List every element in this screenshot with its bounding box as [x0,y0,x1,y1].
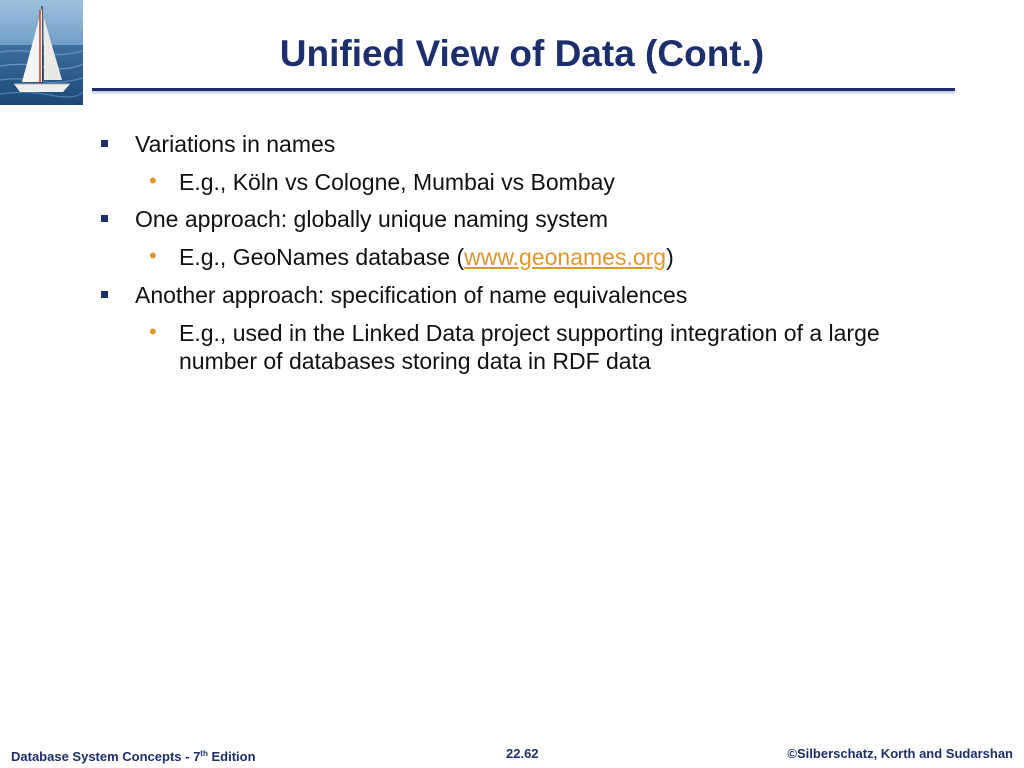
bullet-text: Variations in names [135,131,336,157]
sailboat-logo [0,0,83,105]
round-bullet-icon: • [149,243,157,268]
bullet-item-level1 [135,130,335,158]
round-bullet-icon: • [149,168,157,193]
square-bullet-icon [101,291,108,298]
geonames-link[interactable]: www.geonames.org [464,244,667,270]
bullet-text-prefix: E.g., GeoNames database ( [179,244,465,270]
title-divider [92,88,955,91]
bullet-text: E.g., Köln vs Cologne, Mumbai vs Bombay [179,169,615,195]
bullet-item-level1 [135,281,687,309]
bullet-item-level2 [149,319,880,375]
square-bullet-icon [101,215,108,222]
bullet-text-line2: number of databases storing data in RDF data [179,348,651,374]
round-bullet-icon: • [149,319,157,344]
footer-book-title-tail: Edition [207,749,256,764]
bullet-text: One approach: globally unique naming system [135,206,609,232]
slide-title: Unified View of Data (Cont.) [279,33,765,74]
bullet-text-line1: E.g., used in the Linked Data project supporting integration of a large [179,320,880,346]
footer-copyright: ©Silberschatz, Korth and Sudarshan [787,746,1013,761]
bullet-text-suffix: ) [666,244,674,270]
bullet-item-level2 [149,168,615,196]
slide-number: 22.62 [506,746,539,761]
footer-book-title-sup: th [200,749,208,758]
square-bullet-icon [101,140,108,147]
footer-book-title [11,745,256,766]
footer-book-title-main: Database System Concepts - 7 [11,749,201,764]
bullet-item-level1 [135,205,608,233]
bullet-text: Another approach: specification of name equivalences [135,282,688,308]
bullet-item-level2 [149,243,674,271]
